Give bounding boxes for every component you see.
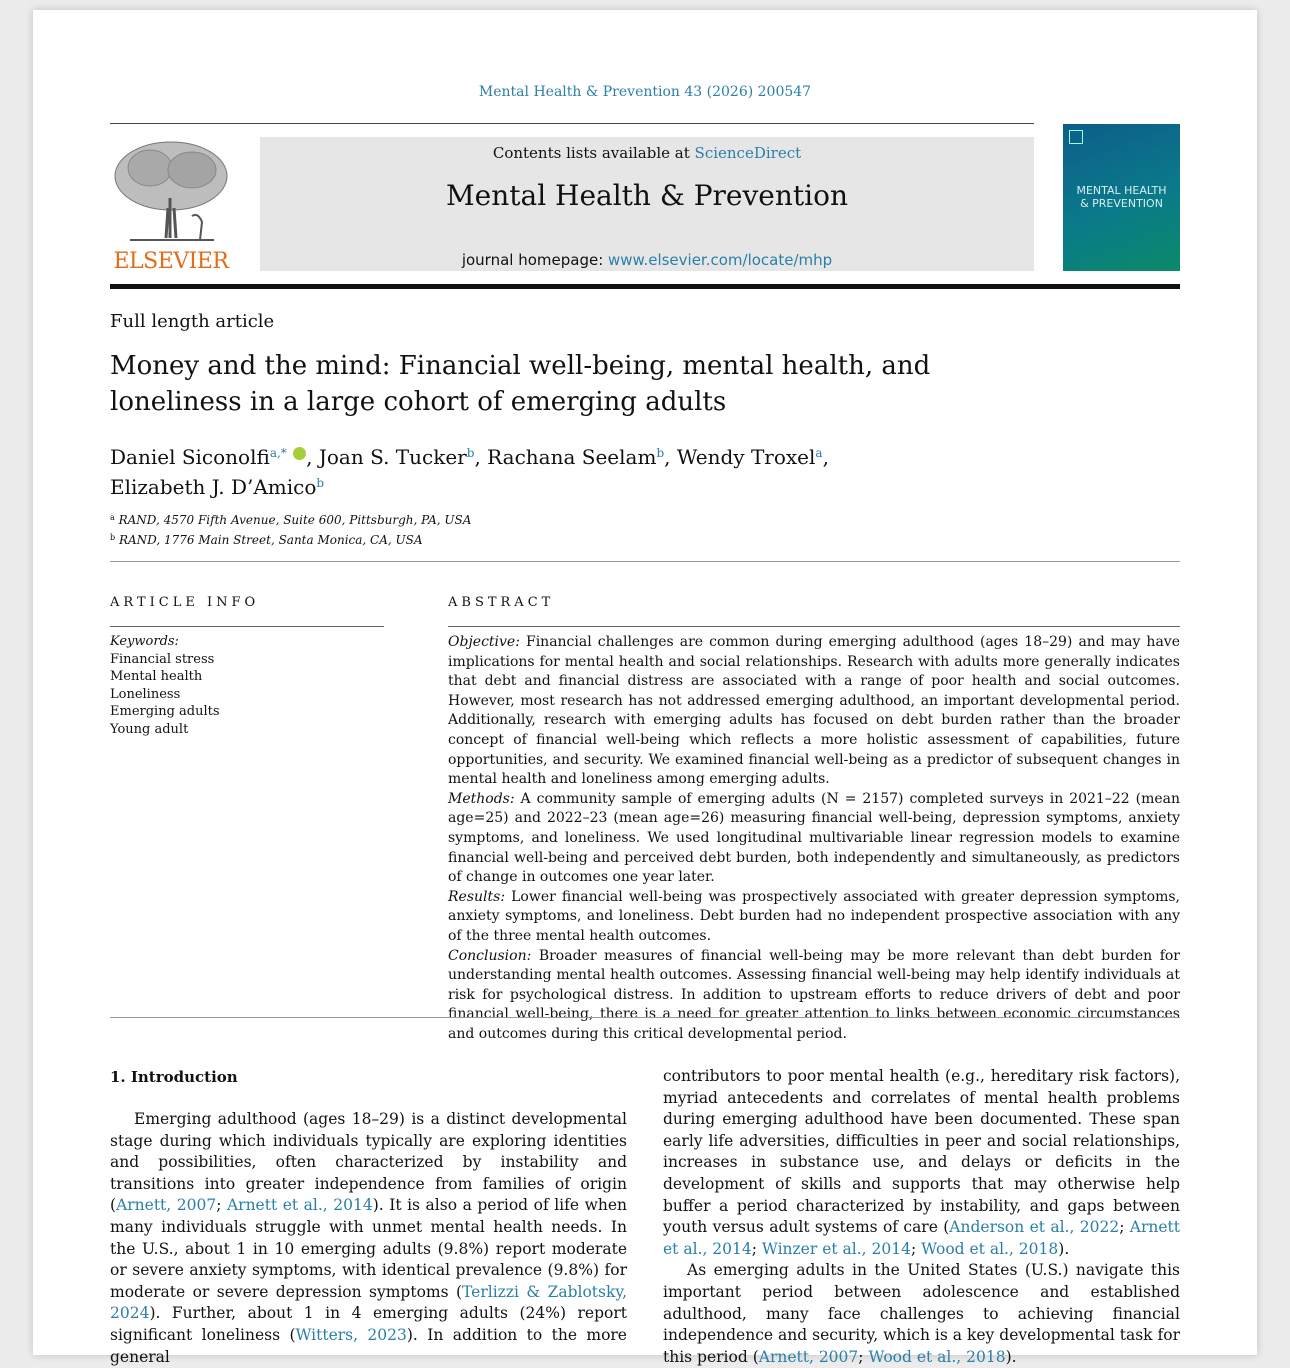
- affiliation-line: [110, 509, 471, 529]
- body-text: ;: [216, 1196, 227, 1215]
- journal-title: Mental Health & Prevention: [445, 179, 849, 212]
- body-text: contributors to poor mental health (e.g., hereditary risk factors), myriad antecedents and correlates of mental health problems during emerging adulthood have been documented. These span early life adversities, difficulties in peer and social relationships, increases in substance use, and delays or deficits in the development of skills and supports that may otherwise help buffer a period characterized by instability, and gaps between youth versus adult systems of care (: [663, 1067, 1180, 1237]
- author-separator: ,: [664, 445, 677, 469]
- body-text: ;: [1119, 1218, 1130, 1237]
- citation-link[interactable]: Wood et al., 2018: [868, 1347, 1006, 1366]
- author-affiliation-mark[interactable]: b: [316, 476, 325, 490]
- section-label: Methods:: [448, 790, 515, 807]
- section-text: Lower financial well-being was prospectively associated with greater depression symptoms, anxiety symptoms, and loneliness. Debt burden had no independent prospective association with any of the three mental health outcomes.: [448, 888, 1180, 944]
- cover-title: [1063, 184, 1180, 210]
- section-text: Broader measures of financial well-being may be more relevant than debt burden for understanding mental health outcomes. Assessing financial well-being may help identify individuals at risk for psychological distress. In addition to upstream efforts to reduce drivers of debt and poor financial well-being, there is a need for greater attention to links between economic circumstances and outcomes during this critical developmental period.: [448, 947, 1180, 1042]
- author-name[interactable]: Rachana Seelam: [487, 445, 657, 469]
- body-text: ;: [858, 1347, 869, 1366]
- journal-banner: [260, 137, 1034, 271]
- author-affiliation-mark[interactable]: b: [466, 446, 475, 460]
- section-label: Results:: [448, 888, 506, 905]
- section-label: Conclusion:: [448, 947, 532, 964]
- body-text: ;: [751, 1239, 762, 1258]
- body-text: ).: [1005, 1347, 1017, 1366]
- body-text: ).: [1058, 1239, 1070, 1258]
- body-text: ). Further, about 1 in 4 emerging adults (24%) report significant loneliness (: [110, 1304, 627, 1344]
- header-thick-rule: [110, 284, 1180, 289]
- affiliation-mark: a: [110, 513, 115, 522]
- article-type: Full length article: [110, 311, 275, 332]
- keywords-block: [110, 633, 220, 738]
- citation-link[interactable]: Arnett, 2007: [116, 1196, 217, 1215]
- keyword-item: Financial stress: [110, 651, 215, 667]
- header-rule: [110, 123, 1034, 124]
- abstract-methods: [448, 790, 1180, 888]
- article-info-heading: ARTICLE INFO: [110, 595, 260, 610]
- citation-link[interactable]: Witters, 2023: [295, 1325, 407, 1344]
- author-name[interactable]: Wendy Troxel: [676, 445, 816, 469]
- homepage-link[interactable]: www.elsevier.com/locate/mhp: [608, 251, 833, 269]
- affiliation-line: [110, 529, 471, 549]
- body-text: ). In addition to the more general: [110, 1325, 627, 1366]
- author-affiliation-mark[interactable]: a: [815, 446, 823, 460]
- keyword-item: Mental health: [110, 669, 203, 684]
- author-name[interactable]: Joan S. Tucker: [318, 445, 467, 469]
- elsevier-logo[interactable]: [110, 138, 232, 274]
- intro-column-right: [663, 1066, 1180, 1368]
- journal-cover[interactable]: [1063, 124, 1180, 271]
- citation-link[interactable]: Mental Health & Prevention 43 (2026) 200547: [478, 84, 812, 100]
- author-separator: ,: [474, 445, 488, 469]
- cover-logo-icon: [1069, 130, 1083, 144]
- citation-link[interactable]: Terlizzi & Zablotsky, 2024: [110, 1282, 628, 1323]
- affiliation-mark: b: [110, 533, 116, 542]
- citation-link[interactable]: Arnett et al., 2014: [226, 1196, 373, 1215]
- author-list: [110, 440, 1050, 500]
- citation-link[interactable]: Winzer et al., 2014: [761, 1239, 911, 1258]
- homepage-prefix: journal homepage:: [461, 251, 609, 269]
- keywords-label: Keywords:: [110, 634, 179, 649]
- sciencedirect-link[interactable]: ScienceDirect: [694, 144, 802, 162]
- author-affiliation-mark[interactable]: a,*: [269, 446, 287, 460]
- journal-citation[interactable]: [33, 84, 1257, 100]
- body-text: As emerging adults in the United States (U.S.) navigate this important period between adolescence and established adulthood, many face challenges to achieving financial independence and security, which is a key developmental task for this period (: [663, 1261, 1180, 1366]
- body-text: ). It is also a period of life when many individuals struggle with unmet mental health needs. In the U.S., about 1 in 10 emerging adults (9.8%) report moderate or severe anxiety symptoms, with identical prevalence (9.8%) for moderate or severe depression symptoms (: [110, 1196, 627, 1301]
- citation-link[interactable]: Arnett et al., 2014: [663, 1218, 1180, 1258]
- author-separator: ,: [306, 445, 319, 469]
- keyword-item: Loneliness: [110, 686, 181, 702]
- abstract-heading: ABSTRACT: [448, 595, 555, 610]
- body-text: ;: [910, 1239, 922, 1258]
- divider-rule: [110, 561, 1180, 562]
- keyword-item: Young adult: [110, 721, 189, 737]
- citation-link[interactable]: Anderson et al., 2022: [949, 1218, 1120, 1237]
- section-text: Financial challenges are common during emerging adulthood (ages 18–29) and may have implications for mental health and social relationships. Research with adults more generally indicates that debt and financial distress are associated with a range of poor health and social outcomes. However, most research has not addressed emerging adulthood, an important developmental period. Additionally, research with emerging adults has focused on debt burden rather than the broader concept of financial well-being which reflects a more holistic assessment of capabilities, future opportunities, and security. We examined financial well-being as a predictor of subsequent changes in mental health and loneliness among emerging adults.: [448, 634, 1180, 788]
- abstract-bottom-rule: [110, 1017, 1180, 1018]
- abstract-conclusion: [448, 947, 1180, 1045]
- affiliation-text: RAND, 4570 Fifth Avenue, Suite 600, Pittsburgh, PA, USA: [114, 513, 472, 527]
- intro-paragraph: [110, 1109, 627, 1368]
- section-text: A community sample of emerging adults (N = 2157) completed surveys in 2021–22 (mean age=25) and 2022–23 (mean age=26) measuring financial well-being, depression symptoms, anxiety symptoms, and loneliness. We used longitudinal multivariable linear regression models to examine financial well-being and perceived debt burden, both independently and simultaneously, as predictors of change in outcomes one year later.: [448, 790, 1180, 886]
- contents-line: [260, 144, 1034, 162]
- intro-paragraph: [663, 1260, 1180, 1368]
- author-separator: ,: [822, 445, 829, 469]
- article-title: Money and the mind: Financial well-being, mental health, and loneliness in a large cohort of emerging adults: [110, 351, 931, 417]
- abstract-rule: [448, 626, 1180, 627]
- affiliations: [110, 509, 471, 549]
- citation-link[interactable]: Wood et al., 2018: [921, 1239, 1059, 1258]
- abstract-objective: [448, 633, 1180, 790]
- abstract-results: [448, 888, 1180, 947]
- article-page: [33, 10, 1257, 1366]
- author-affiliation-mark[interactable]: b: [656, 446, 665, 460]
- author-name[interactable]: Daniel Siconolfi: [110, 445, 270, 469]
- orcid-icon[interactable]: [293, 447, 306, 460]
- cover-title-line2: & PREVENTION: [1080, 197, 1163, 210]
- homepage-line: [260, 251, 1034, 269]
- affiliation-text: RAND, 1776 Main Street, Santa Monica, CA, USA: [115, 533, 423, 547]
- intro-heading: 1. Introduction: [110, 1068, 238, 1086]
- author-name[interactable]: Elizabeth J. D’Amico: [110, 475, 317, 499]
- intro-column-left: [110, 1109, 627, 1368]
- intro-paragraph: [663, 1066, 1180, 1260]
- contents-prefix: Contents lists available at: [492, 144, 695, 162]
- tree-icon: [110, 138, 232, 248]
- abstract-text: [448, 633, 1180, 1044]
- elsevier-wordmark: ELSEVIER: [113, 249, 229, 274]
- section-label: Objective:: [448, 634, 520, 650]
- body-text: Emerging adulthood (ages 18–29) is a distinct developmental stage during which individuals typically are exploring identities and possibilities, often characterized by instability and transitions into greater independence from families of origin (: [110, 1110, 627, 1215]
- cover-title-line1: MENTAL HEALTH: [1076, 184, 1167, 197]
- citation-link[interactable]: Arnett, 2007: [758, 1347, 859, 1366]
- article-info-rule: [110, 626, 384, 627]
- keyword-item: Emerging adults: [110, 704, 220, 719]
